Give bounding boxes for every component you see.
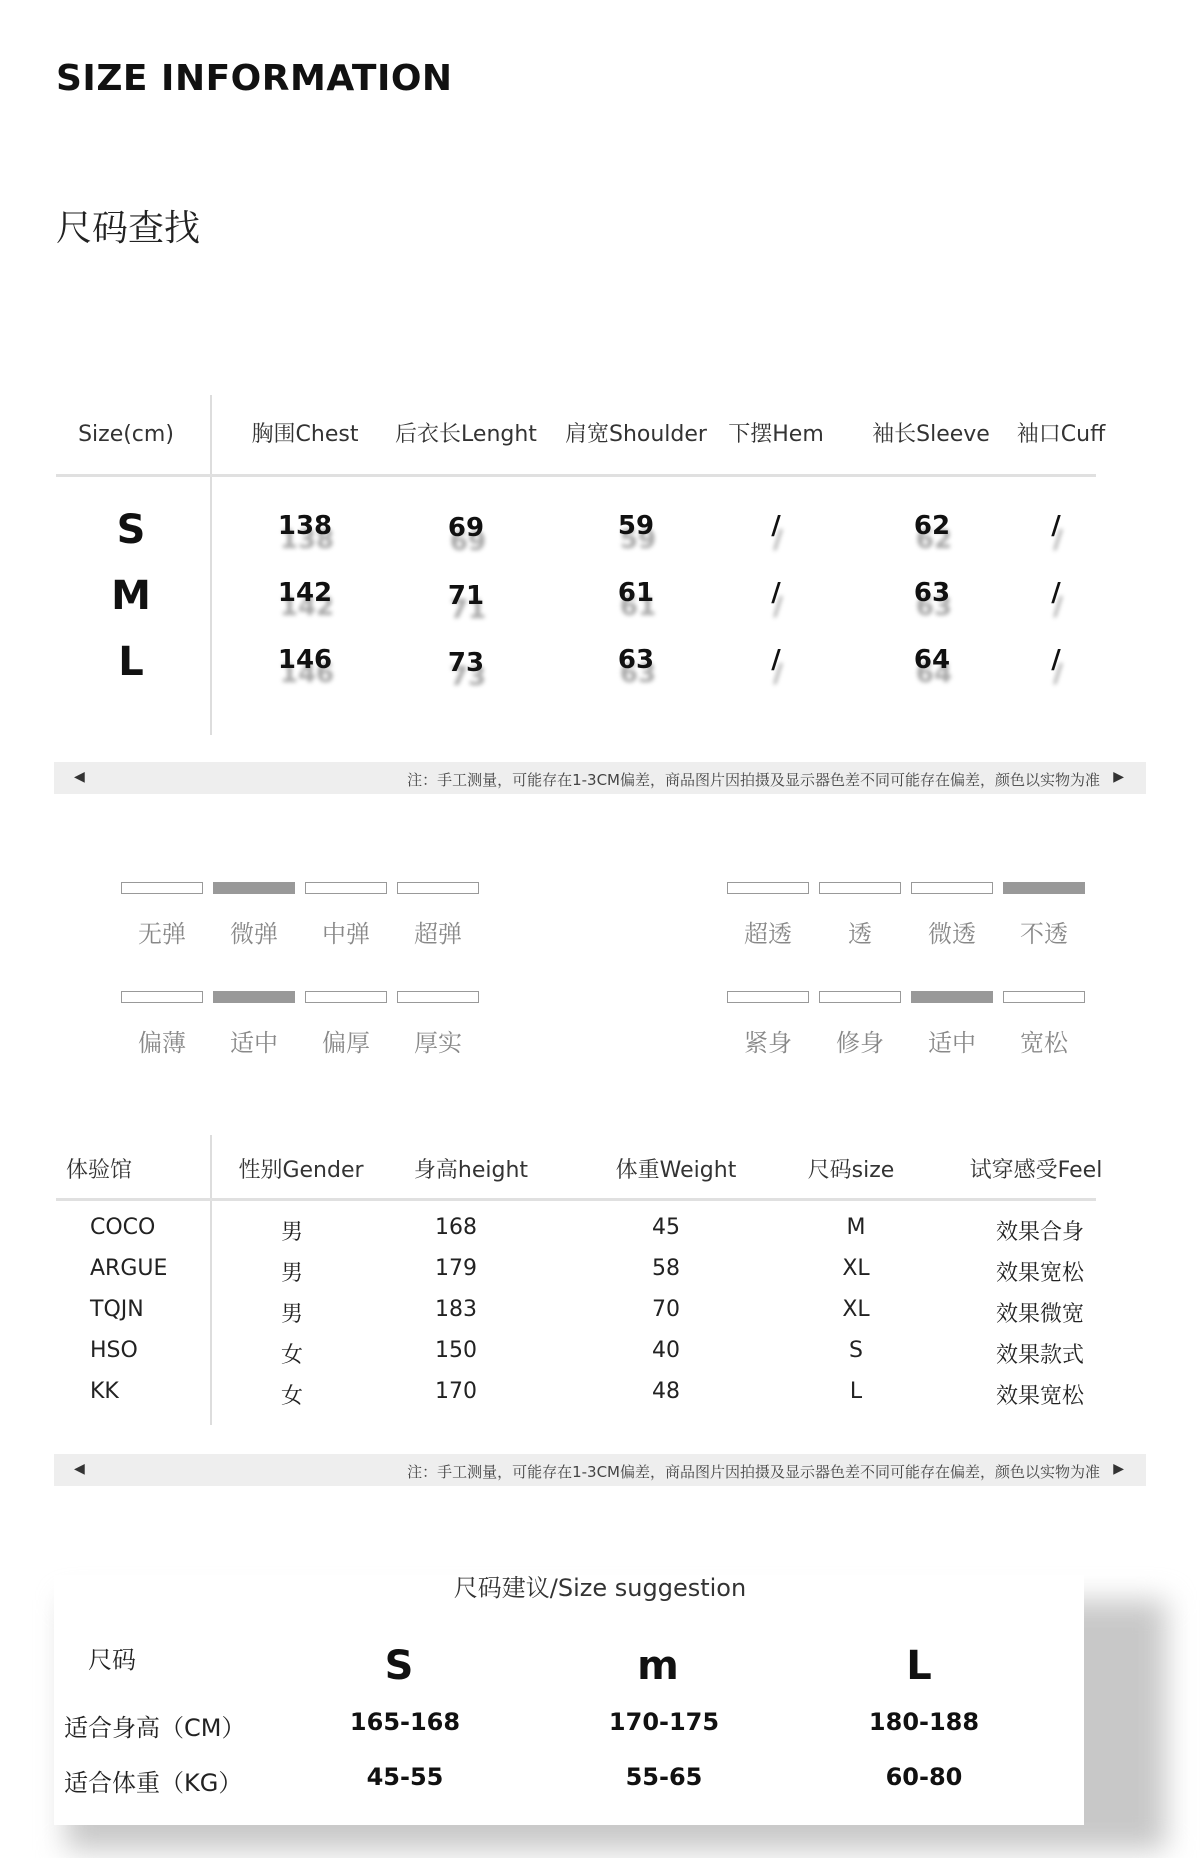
scale-segment [819, 991, 901, 1003]
suggest-size-m: m [637, 1643, 679, 1689]
scale-segment [911, 882, 993, 894]
table-cell: 男 [280, 1220, 303, 1245]
table-cell: 183 [435, 1297, 477, 1322]
height-row-label: 适合身高（CM） [64, 1714, 246, 1742]
suggest-weight: 60-80 [885, 1763, 963, 1791]
table-cell: / [1051, 645, 1061, 675]
note-text: 注：手工测量，可能存在1-3CM偏差，商品图片因拍摄及显示器色差不同可能存在偏差，颜色以实物为准 [407, 771, 1100, 789]
scale-label: 微弹 [230, 920, 278, 948]
transparency-scale [727, 882, 1087, 952]
column-header-height: 身高height [413, 1158, 529, 1183]
scale-label: 中弹 [322, 920, 370, 948]
scale-segment-selected [213, 882, 295, 894]
table-cell: / [771, 511, 781, 541]
column-header-size: Size(cm) [78, 422, 174, 447]
scale-label: 无弹 [138, 920, 186, 948]
scale-segment [727, 882, 809, 894]
scale-segment [121, 991, 203, 1003]
table-cell: 效果合身 [995, 1220, 1084, 1245]
scale-segment-selected [213, 991, 295, 1003]
table-cell: / [1051, 511, 1061, 541]
table-cell: 45 [652, 1215, 680, 1240]
scale-segment [397, 991, 479, 1003]
scale-segment [305, 991, 387, 1003]
scale-label: 厚实 [414, 1029, 462, 1057]
table-cell: 73 [447, 648, 485, 678]
scale-segment-selected [1003, 882, 1085, 894]
page-title: SIZE INFORMATION [56, 58, 453, 99]
suggest-height: 170-175 [608, 1708, 720, 1736]
column-header-chest: 胸围Chest [251, 422, 359, 447]
section-title: 尺码查找 [56, 208, 201, 249]
table-cell: 40 [652, 1338, 680, 1363]
column-header-size: 尺码size [807, 1158, 895, 1183]
table-cell: 男 [280, 1261, 303, 1286]
table-cell: S [849, 1338, 863, 1363]
table-divider [56, 474, 1096, 477]
scale-label: 超弹 [414, 920, 462, 948]
column-header-tester: 体验馆 [66, 1158, 133, 1183]
table-cell: 女 [280, 1384, 303, 1409]
scale-label: 透 [848, 920, 872, 948]
table-cell: 效果款式 [995, 1343, 1084, 1368]
table-cell: 64 [913, 645, 951, 675]
size-suggestion-card [54, 1575, 1084, 1825]
table-cell: 女 [280, 1343, 303, 1368]
table-cell: XL [842, 1297, 870, 1322]
table-cell: 48 [652, 1379, 680, 1404]
suggest-weight: 55-65 [625, 1763, 703, 1791]
scale-label: 紧身 [744, 1029, 792, 1057]
table-cell: 170 [435, 1379, 477, 1404]
table-cell: 61 [617, 578, 655, 608]
table-cell: L [849, 1379, 863, 1404]
column-header-cuff: 袖口Cuff [1016, 422, 1106, 447]
scale-label: 偏薄 [138, 1029, 186, 1057]
size-label-l: L [118, 639, 144, 685]
note-bar [54, 762, 1146, 794]
size-row-label: 尺码 [88, 1646, 136, 1674]
weight-row-label: 适合体重（KG） [64, 1769, 243, 1797]
column-header-length: 后衣长Lenght [395, 422, 537, 447]
table-divider [56, 1198, 1096, 1201]
table-cell: 179 [435, 1256, 477, 1281]
scroll-left-arrow-icon[interactable]: ◀ [74, 1461, 85, 1477]
column-header-feel: 试穿感受Feel [969, 1158, 1103, 1183]
table-cell: 142 [277, 578, 333, 608]
scale-label: 修身 [836, 1029, 884, 1057]
table-cell: 62 [913, 511, 951, 541]
suggestion-title: 尺码建议/Size suggestion [453, 1574, 747, 1602]
table-cell: 70 [652, 1297, 680, 1322]
column-header-sleeve: 袖长Sleeve [872, 422, 990, 447]
scale-segment [727, 991, 809, 1003]
table-cell: 男 [280, 1302, 303, 1327]
fit-scale [727, 991, 1087, 1061]
table-cell: 效果宽松 [995, 1384, 1084, 1409]
column-header-weight: 体重Weight [615, 1158, 737, 1183]
scale-label: 不透 [1020, 920, 1068, 948]
scale-segment [1003, 991, 1085, 1003]
scale-segment-selected [911, 991, 993, 1003]
table-cell: 146 [277, 645, 333, 675]
size-label-m: M [111, 573, 151, 619]
column-header-gender: 性别Gender [238, 1158, 364, 1183]
table-cell: XL [842, 1256, 870, 1281]
table-cell: KK [90, 1379, 119, 1404]
scale-label: 超透 [744, 920, 792, 948]
scale-label: 宽松 [1020, 1029, 1068, 1057]
scale-segment [121, 882, 203, 894]
table-cell: 71 [447, 581, 485, 611]
column-header-shoulder: 肩宽Shoulder [565, 422, 707, 447]
table-cell: 138 [277, 511, 333, 541]
column-header-hem: 下摆Hem [728, 422, 824, 447]
scroll-left-arrow-icon[interactable]: ◀ [74, 769, 85, 785]
table-cell: 58 [652, 1256, 680, 1281]
suggest-height: 180-188 [868, 1708, 980, 1736]
size-table [56, 395, 1116, 735]
table-cell: M [846, 1215, 866, 1240]
note-text: 注：手工测量，可能存在1-3CM偏差，商品图片因拍摄及显示器色差不同可能存在偏差，颜色以实物为准 [407, 1463, 1100, 1481]
scale-segment [305, 882, 387, 894]
table-cell: / [771, 645, 781, 675]
table-cell: 63 [617, 645, 655, 675]
table-cell: 效果微宽 [995, 1302, 1084, 1327]
scale-label: 偏厚 [322, 1029, 370, 1057]
scale-label: 微透 [928, 920, 976, 948]
table-cell: 63 [913, 578, 951, 608]
table-cell: 效果宽松 [995, 1261, 1084, 1286]
table-cell: ARGUE [90, 1256, 168, 1281]
table-cell: HSO [90, 1338, 138, 1363]
scale-label: 适中 [928, 1029, 976, 1057]
suggest-weight: 45-55 [366, 1763, 444, 1791]
thickness-scale [121, 991, 481, 1061]
elasticity-scale [121, 882, 481, 952]
table-cell: TQJN [90, 1297, 144, 1322]
scale-segment [397, 882, 479, 894]
table-cell: / [1051, 578, 1061, 608]
try-on-table [56, 1135, 1116, 1425]
table-cell: / [771, 578, 781, 608]
scale-label: 适中 [230, 1029, 278, 1057]
suggest-size-l: L [906, 1643, 932, 1689]
suggest-height: 165-168 [349, 1708, 461, 1736]
scroll-right-arrow-icon[interactable]: ▶ [1113, 1461, 1124, 1477]
table-divider [210, 395, 212, 735]
size-label-s: S [116, 507, 146, 553]
table-cell: 168 [435, 1215, 477, 1240]
table-divider [210, 1135, 212, 1425]
note-bar [54, 1454, 1146, 1486]
suggest-size-s: S [384, 1643, 414, 1689]
table-cell: 69 [447, 513, 485, 543]
scale-segment [819, 882, 901, 894]
table-cell: COCO [90, 1215, 156, 1240]
scroll-right-arrow-icon[interactable]: ▶ [1113, 769, 1124, 785]
table-cell: 150 [435, 1338, 477, 1363]
table-cell: 59 [617, 511, 655, 541]
